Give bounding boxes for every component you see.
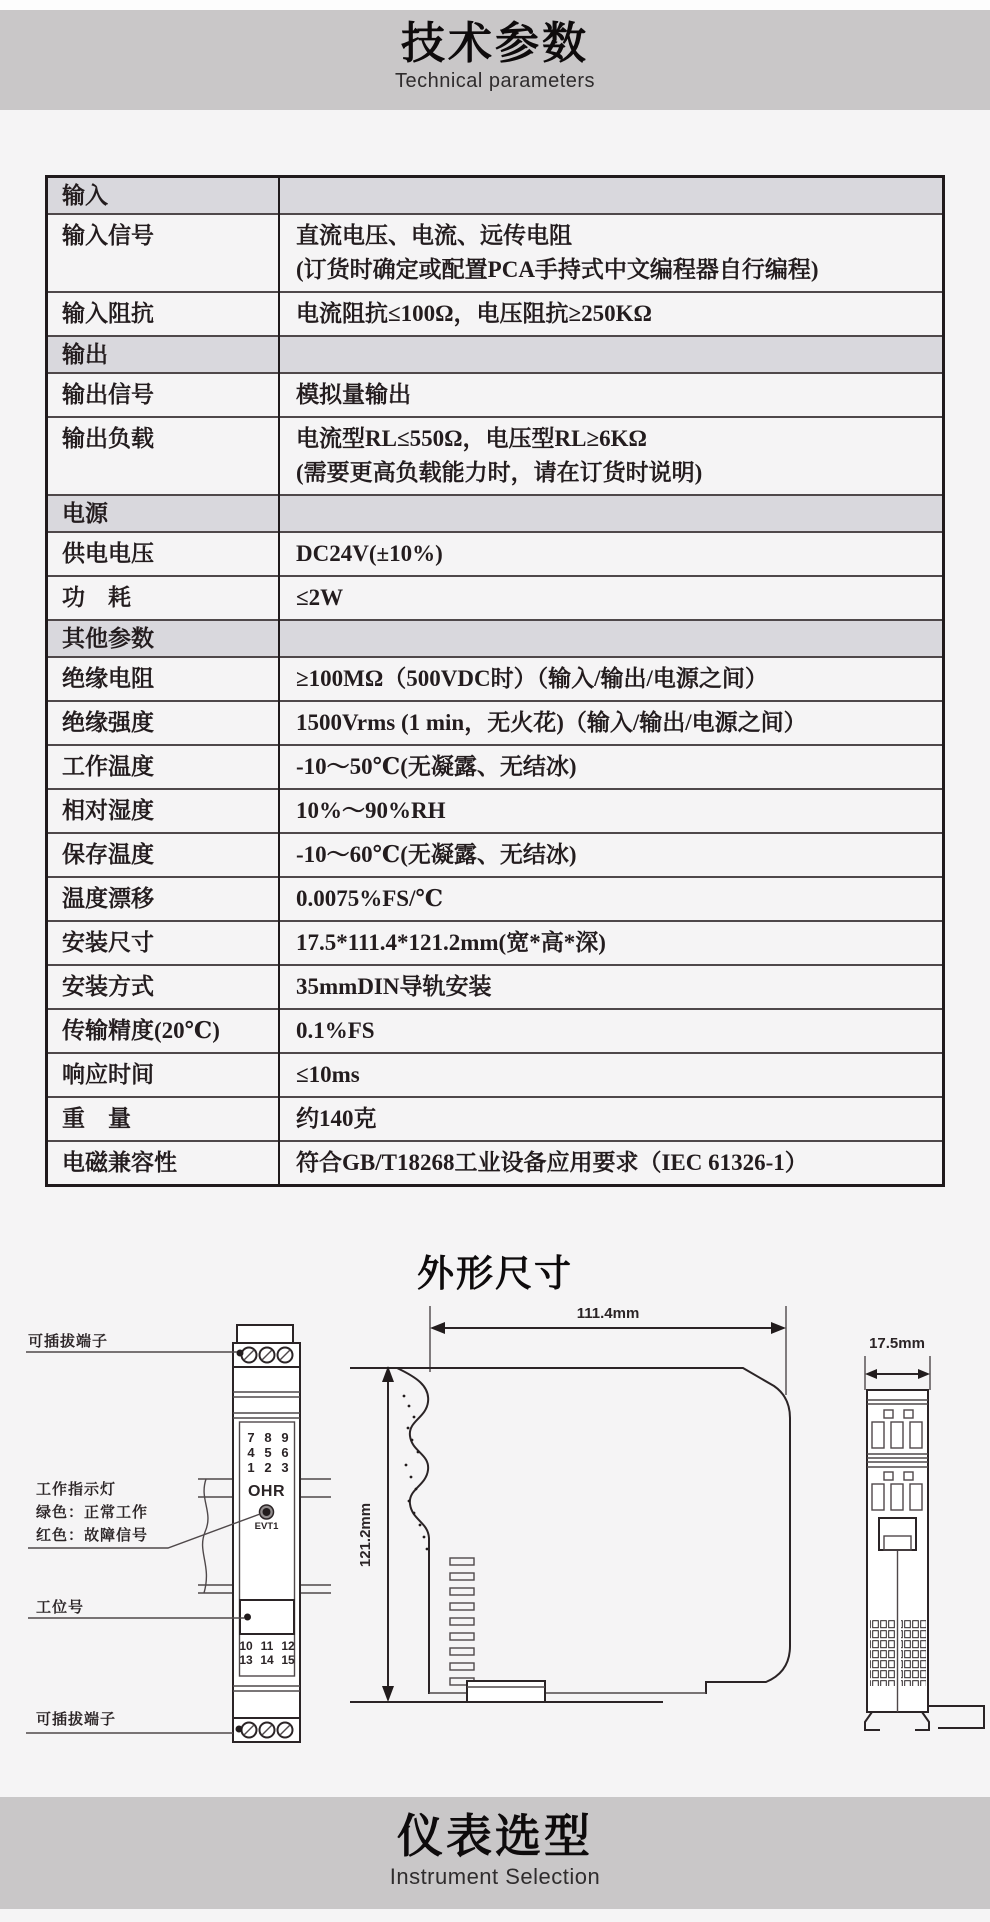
spec-row [47,657,944,701]
terminal-number: 15 [281,1653,295,1667]
spec-value [279,1009,944,1053]
spec-row [47,373,944,417]
spec-row [47,877,944,921]
spec-value [279,657,944,701]
spec-row [47,576,944,620]
spec-section-row [47,177,944,215]
led-label: EVT1 [254,1521,279,1532]
spec-row [47,417,944,495]
spec-value [279,532,944,576]
housing-profile [350,1368,790,1702]
terminal-number: 2 [264,1460,272,1475]
spec-value-line: 符合GB/T18268工业设备应用要求（IEC 61326-1） [296,1150,808,1175]
spec-value [279,701,944,745]
spec-label: 相对湿度 [47,789,280,833]
terminal-screw-icon [237,1348,293,1363]
outline-drawings [0,1300,990,1760]
terminal-number: 10 [239,1639,253,1653]
station-tag-dot [244,1614,251,1621]
spec-label: 重 量 [47,1097,280,1141]
footer-bar [0,1797,990,1909]
terminal-numbers-bottom [239,1639,295,1667]
terminal-number: 5 [264,1445,272,1460]
spec-value [279,965,944,1009]
spec-label: 输出负载 [47,417,280,495]
spec-value-line: 电流阻抗≤100Ω，电压阻抗≥250KΩ [296,301,652,326]
spec-label: 输入阻抗 [47,292,280,336]
spec-value [279,214,944,292]
footer-subtitle: Instrument Selection [389,1863,601,1889]
spec-value [279,1053,944,1097]
spec-label: 电磁兼容性 [47,1141,280,1186]
terminal-number: 11 [260,1639,274,1653]
label-plug-terminal-top: 可插拔端子 [28,1333,109,1350]
spec-label: 绝缘电阻 [47,657,280,701]
dim-height-label: 121.2mm [357,1502,374,1568]
spec-row [47,789,944,833]
spec-row [47,1097,944,1141]
spec-row [47,532,944,576]
spec-value [279,417,944,495]
page-title: 技术参数 [401,19,589,68]
spec-value [279,877,944,921]
label-plug-terminal-bottom: 可插拔端子 [36,1711,117,1728]
terminal-number: 9 [281,1430,289,1445]
spec-row [47,745,944,789]
spec-value [279,177,944,215]
label-station-no: 工位号 [36,1599,85,1616]
spec-label: 响应时间 [47,1053,280,1097]
spec-value [279,292,944,336]
spec-value [279,1141,944,1186]
spec-row [47,1141,944,1186]
spec-section-row [47,336,944,373]
spec-value-line: -10～50℃(无凝露、无结冰) [296,754,577,779]
spec-value-line: 模拟量输出 [296,382,411,407]
front-view [26,1325,331,1742]
spec-value-line: 0.0075%FS/℃ [296,886,444,911]
spec-label: 功 耗 [47,576,280,620]
spec-section-row [47,620,944,657]
vent-grid [901,1620,926,1686]
dim-width-label: 111.4mm [576,1305,640,1322]
spec-value-line: 电流型RL≤550Ω，电压型RL≥6KΩ [296,426,647,451]
terminal-number: 14 [260,1653,274,1667]
terminal-number: 6 [281,1445,289,1460]
spec-value-line: 10%～90%RH [296,798,446,823]
terminal-number: 13 [239,1653,253,1667]
ohr-logo: OHR [247,1483,286,1500]
spec-value-line: (需要更高负载能力时，请在订货时说明) [296,460,703,485]
label-indicator-1: 工作指示灯 [36,1481,117,1498]
spec-value [279,495,944,532]
page-subtitle: Technical parameters [394,70,596,93]
spec-label: 保存温度 [47,833,280,877]
spec-label: 传输精度(20℃) [47,1009,280,1053]
spec-label: 工作温度 [47,745,280,789]
spec-value [279,336,944,373]
status-led-icon [260,1505,274,1519]
terminal-number: 8 [264,1430,272,1445]
terminal-number: 3 [281,1460,289,1475]
spec-label: 安装尺寸 [47,921,280,965]
edge-view [865,1335,984,1730]
bottom-connector-block [467,1681,545,1702]
spec-value [279,576,944,620]
spec-label: 供电电压 [47,532,280,576]
spec-table-wrap [45,175,945,1187]
spec-value-line: 35mmDIN导轨安装 [296,974,492,999]
spec-value [279,921,944,965]
spec-value-line: 约140克 [296,1106,377,1131]
label-indicator-2: 绿色：正常工作 [36,1504,149,1521]
terminal-number: 4 [247,1445,255,1460]
spec-label: 电源 [47,495,280,532]
footer-title: 仪表选型 [397,1810,593,1862]
spec-table-body [47,177,944,1186]
spec-value [279,745,944,789]
spec-table [45,175,945,1187]
spec-row [47,833,944,877]
spec-label: 温度漂移 [47,877,280,921]
spec-value [279,1097,944,1141]
module-top-cap [237,1325,293,1343]
spec-section-row [47,495,944,532]
spec-row [47,214,944,292]
spec-value-line: (订货时确定或配置PCA手持式中文编程器自行编程) [296,257,819,282]
spec-value [279,620,944,657]
spec-row [47,1053,944,1097]
terminal-number: 7 [247,1430,255,1445]
spec-value-line: DC24V(±10%) [296,541,443,566]
spec-label: 其他参数 [47,620,280,657]
outline-drawing-svg [0,1300,990,1760]
vent-grid [870,1620,895,1686]
vent-slots [450,1558,474,1685]
outline-title: 外形尺寸 [417,1253,573,1294]
spec-value-line: -10～60℃(无凝露、无结冰) [296,842,577,867]
spec-row [47,921,944,965]
terminal-numbers-top [247,1430,288,1475]
dim-height [350,1366,497,1702]
spec-row [47,292,944,336]
spec-label: 输入 [47,177,280,215]
label-indicator-3: 红色：故障信号 [36,1527,149,1544]
spec-label: 绝缘强度 [47,701,280,745]
spec-value-line: 0.1%FS [296,1018,375,1043]
top-margin-strip [0,0,990,10]
dim-depth-label: 17.5mm [869,1335,925,1352]
spec-value-line: ≤10ms [296,1062,360,1087]
spec-row [47,965,944,1009]
spec-value [279,789,944,833]
spec-label: 输入信号 [47,214,280,292]
spec-label: 输出 [47,336,280,373]
spec-label: 安装方式 [47,965,280,1009]
spec-value-line: 直流电压、电流、远传电阻 [296,223,572,248]
dim-width [430,1305,786,1395]
spec-value-line: ≥100MΩ（500VDC时）（输入/输出/电源之间） [296,666,768,691]
terminal-number: 12 [281,1639,295,1653]
spec-row [47,701,944,745]
dim-depth [865,1335,930,1390]
spec-value-line: ≤2W [296,585,344,610]
spec-value [279,373,944,417]
spec-label: 输出信号 [47,373,280,417]
side-view [350,1305,790,1702]
spec-value [279,833,944,877]
header-bar [0,10,990,110]
spec-value-line: 1500Vrms (1 min，无火花)（输入/输出/电源之间） [296,710,807,735]
spec-value-line: 17.5*111.4*121.2mm(宽*高*深) [296,930,606,955]
spec-row [47,1009,944,1053]
terminal-number: 1 [247,1460,255,1475]
terminal-screw-icon [236,1723,293,1738]
